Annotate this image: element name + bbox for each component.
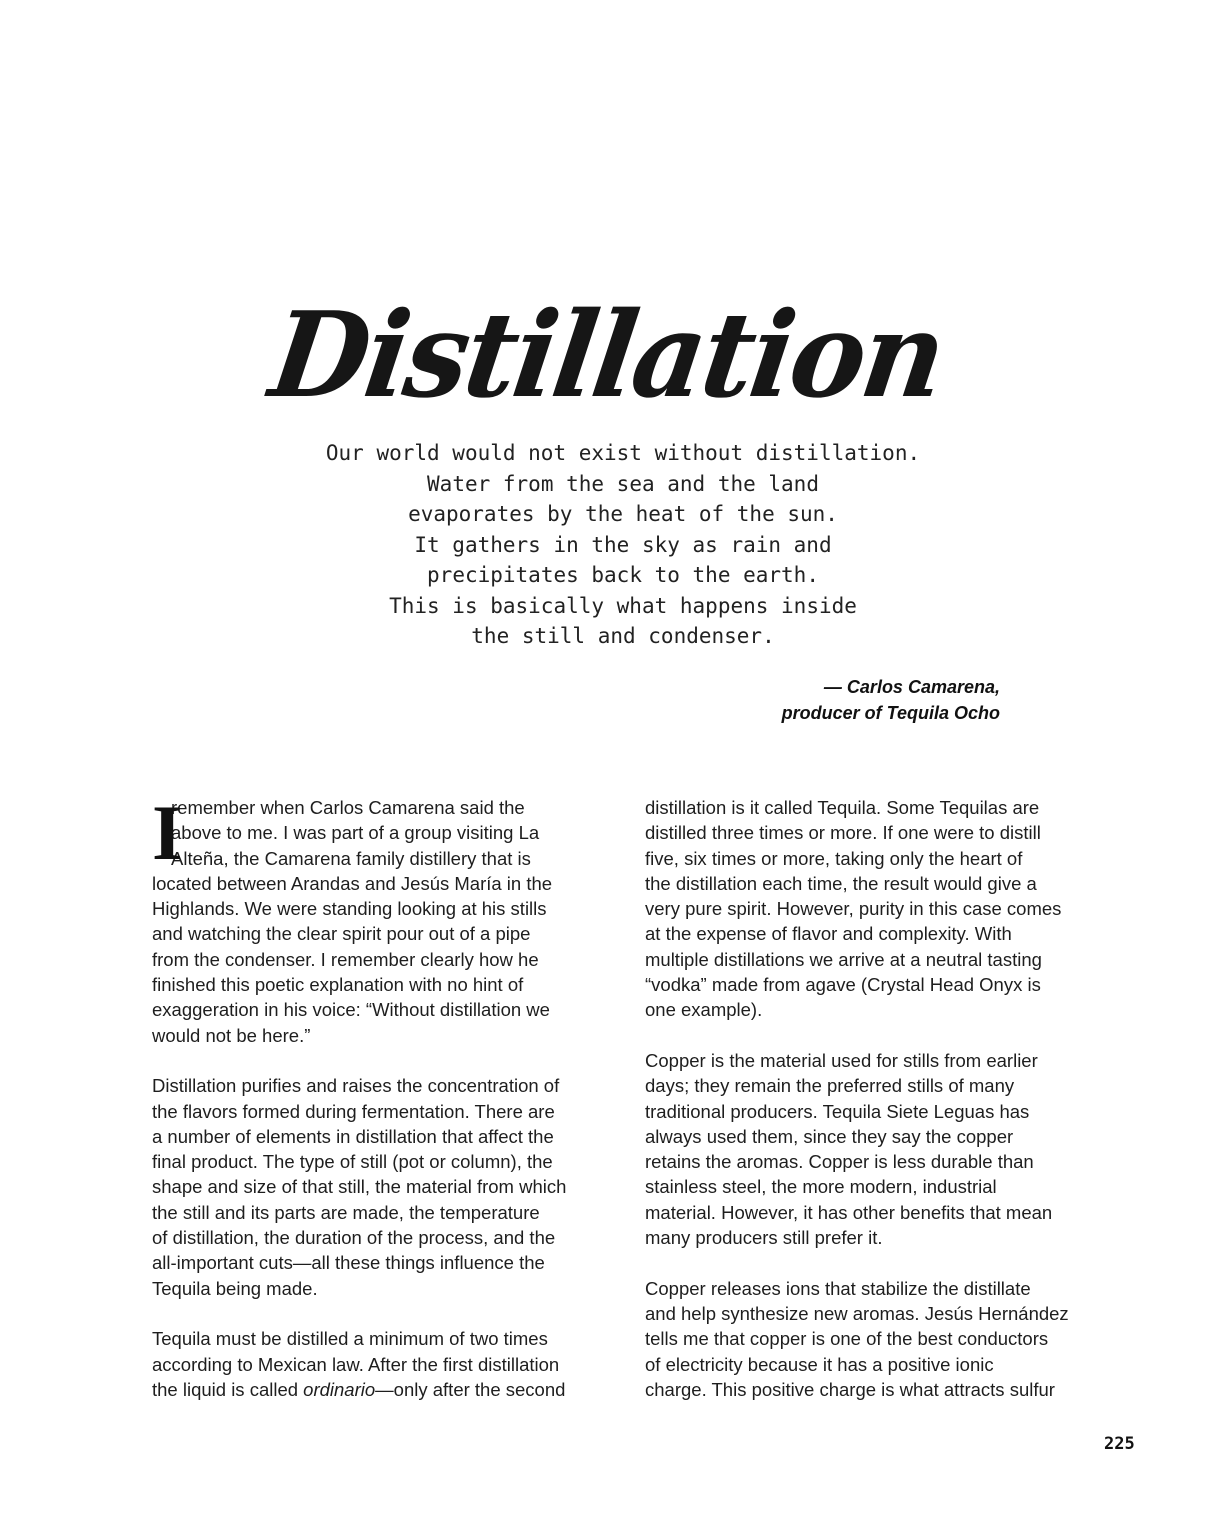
text-line: Copper releases ions that stabilize the distillate bbox=[645, 1277, 1031, 1299]
epigraph-line: Water from the sea and the land bbox=[427, 471, 819, 496]
epigraph-line: It gathers in the sky as rain and bbox=[414, 532, 832, 557]
paragraph bbox=[645, 1048, 1107, 1250]
text-line: distilled three times or more. If one were to distill bbox=[645, 822, 1041, 844]
page-number: 225 bbox=[1104, 1434, 1135, 1454]
paragraph bbox=[152, 789, 614, 1048]
text-line: tells me that copper is one of the best conductors bbox=[645, 1328, 1049, 1350]
text-line: all-important cuts—all these things influence the bbox=[152, 1252, 545, 1274]
text-line: retains the aromas. Copper is less durable than bbox=[645, 1151, 1034, 1173]
text-line: Distillation purifies and raises the concentration of bbox=[152, 1075, 560, 1097]
text-line: many producers still prefer it. bbox=[645, 1227, 883, 1249]
text-line: and help synthesize new aromas. Jesús Hernández bbox=[645, 1302, 1069, 1324]
epigraph-line: evaporates by the heat of the sun. bbox=[408, 502, 838, 526]
epigraph-line: This is basically what happens inside bbox=[389, 593, 857, 618]
text-line: located between Arandas and Jesús María in the bbox=[152, 872, 553, 894]
text-line: very pure spirit. However, purity in this case comes bbox=[645, 898, 1062, 920]
text-line: would not be here.” bbox=[152, 1024, 311, 1046]
text-line: traditional producers. Tequila Siete Leguas has bbox=[645, 1100, 1030, 1122]
epigraph-quote bbox=[200, 438, 1046, 652]
text-line: shape and size of that still, the material from which bbox=[152, 1176, 567, 1198]
text-line: finished this poetic explanation with no hint of bbox=[152, 974, 524, 996]
text-line: the still and its parts are made, the temperature bbox=[152, 1201, 540, 1223]
text-line: according to Mexican law. After the first distillation bbox=[152, 1353, 560, 1375]
text-line: of distillation, the duration of the process, and the bbox=[152, 1227, 556, 1249]
text-line: Tequila being made. bbox=[152, 1277, 318, 1299]
epigraph-line: precipitates back to the earth. bbox=[427, 563, 819, 587]
text-line: final product. The type of still (pot or column), the bbox=[152, 1151, 553, 1173]
text-line bbox=[152, 1377, 614, 1402]
text-line: material. However, it has other benefits that mean bbox=[645, 1201, 1053, 1223]
paragraph bbox=[152, 1326, 614, 1402]
text-line: at the expense of flavor and complexity. With bbox=[645, 923, 1012, 945]
text-line: of electricity because it has a positive ionic bbox=[645, 1353, 994, 1375]
page-title: Distillation bbox=[262, 286, 952, 425]
text-line: exaggeration in his voice: “Without distillation we bbox=[152, 999, 550, 1021]
text-line: above to me. I was part of a group visiting La bbox=[171, 822, 540, 844]
text-line: charge. This positive charge is what attracts sulfur bbox=[645, 1378, 1055, 1400]
body-column-left bbox=[152, 789, 614, 1402]
italic-term: ordinario bbox=[303, 1378, 376, 1400]
epigraph-line: the still and condenser. bbox=[471, 624, 775, 648]
paragraph bbox=[152, 1073, 614, 1301]
paragraph bbox=[645, 795, 1107, 1023]
text-line: and watching the clear spirit pour out of a pipe bbox=[152, 923, 531, 945]
text-line: Alteña, the Camarena family distillery that is bbox=[171, 847, 531, 869]
text-line: remember when Carlos Camarena said the bbox=[171, 797, 525, 818]
paragraph bbox=[645, 1276, 1107, 1402]
text-line: the flavors formed during fermentation. There are bbox=[152, 1100, 555, 1122]
text-line: “vodka” made from agave (Crystal Head Onyx is bbox=[645, 974, 1041, 996]
text-line: stainless steel, the more modern, industrial bbox=[645, 1176, 997, 1198]
text-run: the liquid is called bbox=[152, 1378, 304, 1400]
epigraph-line: Our world would not exist without distillation. bbox=[325, 441, 921, 465]
text-line: days; they remain the preferred stills of many bbox=[645, 1075, 1015, 1097]
text-line: from the condenser. I remember clearly how he bbox=[152, 948, 539, 970]
text-line: a number of elements in distillation that affect the bbox=[152, 1125, 554, 1147]
text-line: Copper is the material used for stills from earlier bbox=[645, 1049, 1038, 1071]
text-line: multiple distillations we arrive at a neutral tasting bbox=[645, 948, 1042, 970]
text-run: —only after the second bbox=[375, 1378, 566, 1400]
text-line: five, six times or more, taking only the heart of bbox=[645, 847, 1023, 869]
text-line: the distillation each time, the result would give a bbox=[645, 872, 1037, 894]
text-line: Tequila must be distilled a minimum of two times bbox=[152, 1328, 548, 1350]
text-line: distillation is it called Tequila. Some Tequilas are bbox=[645, 797, 1040, 818]
attribution-name: — Carlos Camarena, bbox=[823, 677, 1000, 697]
body-column-right bbox=[645, 795, 1107, 1402]
text-line: one example). bbox=[645, 999, 763, 1021]
drop-cap: I bbox=[152, 789, 183, 876]
attribution-role: producer of Tequila Ocho bbox=[781, 703, 1000, 723]
epigraph-attribution bbox=[782, 674, 1000, 726]
text-line: always used them, since they say the copper bbox=[645, 1125, 1014, 1147]
text-line: Highlands. We were standing looking at his stills bbox=[152, 898, 547, 920]
